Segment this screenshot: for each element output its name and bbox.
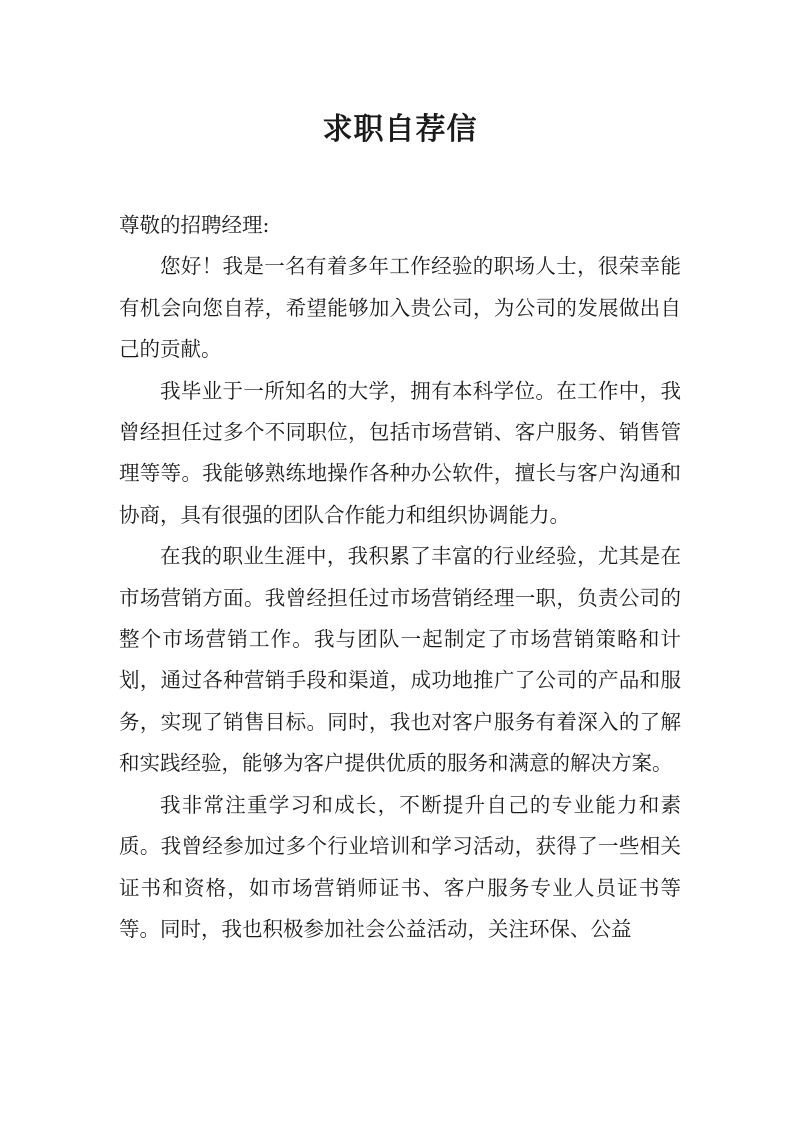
paragraph-learning-growth: 我非常注重学习和成长，不断提升自己的专业能力和素质。我曾经参加过多个行业培训和学习活动，获得了一些相关证书和资格，如市场营销师证书、客户服务专业人员证书等等。同时，我也积极参加社会公益活动，关注环保、公益 — [119, 792, 681, 941]
paragraph-introduction: 您好！我是一名有着多年工作经验的职场人士，很荣幸能有机会向您自荐，希望能够加入贵公司，为公司的发展做出自己的贡献。 — [119, 254, 681, 362]
letter-greeting: 尊敬的招聘经理: — [119, 213, 270, 237]
letter-body — [119, 205, 681, 950]
paragraph-education-experience: 我毕业于一所知名的大学，拥有本科学位。在工作中，我曾经担任过多个不同职位，包括市场营销、客户服务、销售管理等等。我能够熟练地操作各种办公软件，擅长与客户沟通和协商，具有很强的团队合作能力和组织协调能力。 — [119, 378, 681, 527]
paragraph-career-marketing: 在我的职业生涯中，我积累了丰富的行业经验，尤其是在市场营销方面。我曾经担任过市场营销经理一职，负责公司的整个市场营销工作。我与团队一起制定了市场营销策略和计划，通过各种营销手段和渠道，成功地推广了公司的产品和服务，实现了销售目标。同时，我也对客户服务有着深入的了解和实践经验，能够为客户提供优质的服务和满意的解决方案。 — [119, 544, 681, 776]
letter-title: 求职自荐信 — [322, 112, 478, 147]
